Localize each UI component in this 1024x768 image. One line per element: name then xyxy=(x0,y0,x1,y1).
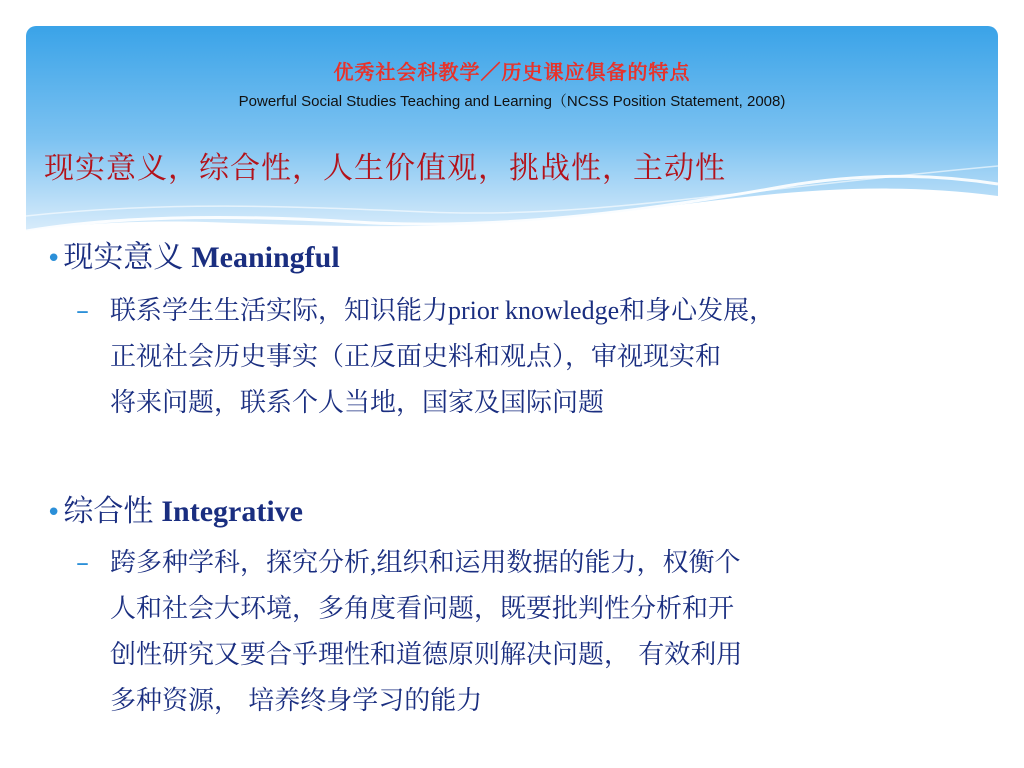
bullet-heading-en: Integrative xyxy=(161,495,303,528)
bullet-heading-cn: 现实意义 xyxy=(63,240,184,275)
sub-line: 跨多种学科，探究分析,组织和运用数据的能力，权衡个 xyxy=(110,548,741,578)
sub-line: 联系学生生活实际，知识能力prior knowledge和身心发展， xyxy=(110,296,776,326)
bullet-heading-cn: 综合性 xyxy=(63,494,154,529)
headline: 现实意义，综合性，人生价值观，挑战性，主动性 xyxy=(44,151,726,186)
sub-point-meaningful xyxy=(76,288,990,426)
dash-marker: – xyxy=(76,548,89,578)
sub-line: 多种资源， 培养终身学习的能力 xyxy=(110,686,483,716)
bullet-heading-integrative xyxy=(46,486,303,530)
bullet-marker: • xyxy=(46,498,62,528)
slide-subtitle: Powerful Social Studies Teaching and Learning（NCSS Position Statement, 2008) xyxy=(238,93,786,110)
bullet-marker: • xyxy=(46,244,62,274)
bullet-heading-meaningful xyxy=(46,232,340,276)
dash-marker: – xyxy=(76,296,89,326)
sub-line: 创性研究又要合乎理性和道德原则解决问题， 有效利用 xyxy=(110,640,743,670)
sub-line: 正视社会历史事实（正反面史料和观点），审视现实和 xyxy=(110,342,722,372)
bullet-heading-en: Meaningful xyxy=(191,241,340,274)
slide-title: 优秀社会科教学／历史课应俱备的特点 xyxy=(333,60,691,84)
sub-line: 将来问题，联系个人当地，国家及国际问题 xyxy=(110,388,605,418)
sub-line: 人和社会大环境，多角度看问题，既要批判性分析和开 xyxy=(110,594,735,624)
sub-point-integrative xyxy=(76,540,990,724)
